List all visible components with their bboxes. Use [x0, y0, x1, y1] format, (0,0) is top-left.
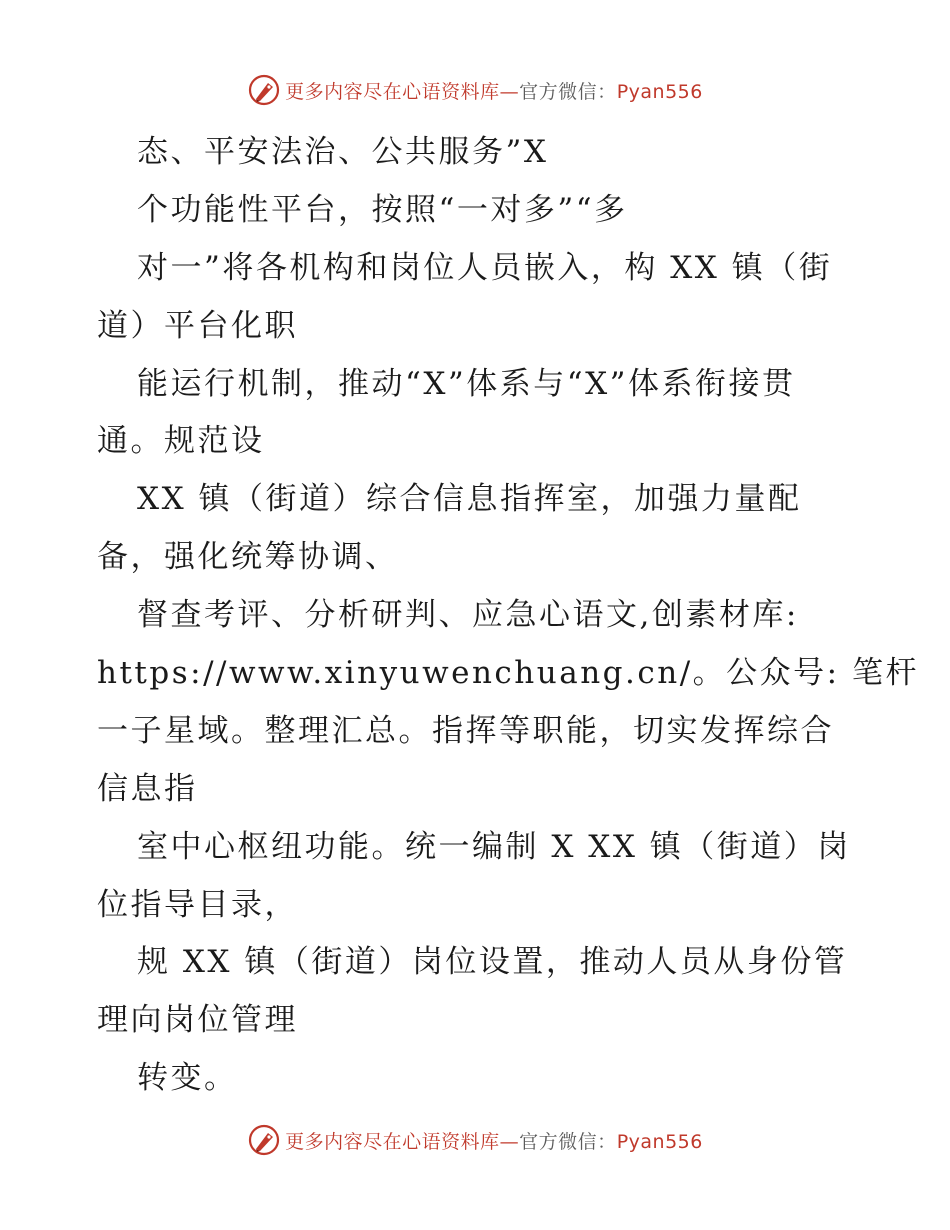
body-text-line: 能运行机制，推动“X”体系与“X”体系衔接贯: [137, 365, 796, 402]
body-text-line: 道）平台化职: [97, 307, 298, 344]
watermark-sub-text: 官方微信：: [519, 80, 617, 103]
watermark-main-text: 更多内容尽在心语资料库: [285, 1130, 500, 1153]
body-text-line: 督查考评、分析研判、应急心语文,创素材库:: [137, 597, 799, 634]
body-text-line: 规 XX 镇（街道）岗位设置，推动人员从身份管: [137, 944, 848, 981]
body-text-line: 转变。: [137, 1060, 238, 1097]
watermark-dash: —: [499, 80, 520, 103]
watermark-dash: —: [499, 1130, 520, 1153]
document-body: [97, 124, 919, 1108]
body-text-line: 个功能性平台，按照“一对多”“多: [137, 191, 628, 228]
pen-nib-logo-icon: [247, 1123, 281, 1157]
body-text-line: https://www.xinyuwenchuang.cn/。公众号: 笔杆: [97, 655, 919, 692]
watermark-text: [285, 77, 703, 104]
footer-watermark: [0, 1120, 950, 1160]
body-text-line: 备，强化统筹协调、: [97, 539, 399, 576]
body-text-line: 理向岗位管理: [97, 1002, 298, 1039]
header-watermark: [0, 70, 950, 110]
watermark-wechat-id: Pyan556: [616, 80, 703, 103]
pen-nib-logo-icon: [247, 73, 281, 107]
watermark-main-text: 更多内容尽在心语资料库: [285, 80, 500, 103]
watermark-sub-text: 官方微信：: [519, 1130, 617, 1153]
body-text-line: XX 镇（街道）综合信息指挥室，加强力量配: [137, 481, 802, 518]
body-text-line: 信息指: [97, 770, 198, 807]
body-text-line: 一子星域。整理汇总。指挥等职能，切实发挥综合: [97, 712, 834, 749]
body-text-line: 态、平安法治、公共服务”X: [137, 134, 549, 170]
watermark-wechat-id: Pyan556: [616, 1130, 703, 1153]
body-text-line: 位指导目录，: [97, 886, 298, 923]
body-text-line: 通。规范设: [97, 423, 265, 460]
body-text-line: 室中心枢纽功能。统一编制 X XX 镇（街道）岗: [137, 828, 851, 865]
watermark-text: [285, 1127, 703, 1154]
body-text-line: 对一”将各机构和岗位人员嵌入，构 XX 镇（街: [137, 249, 833, 286]
